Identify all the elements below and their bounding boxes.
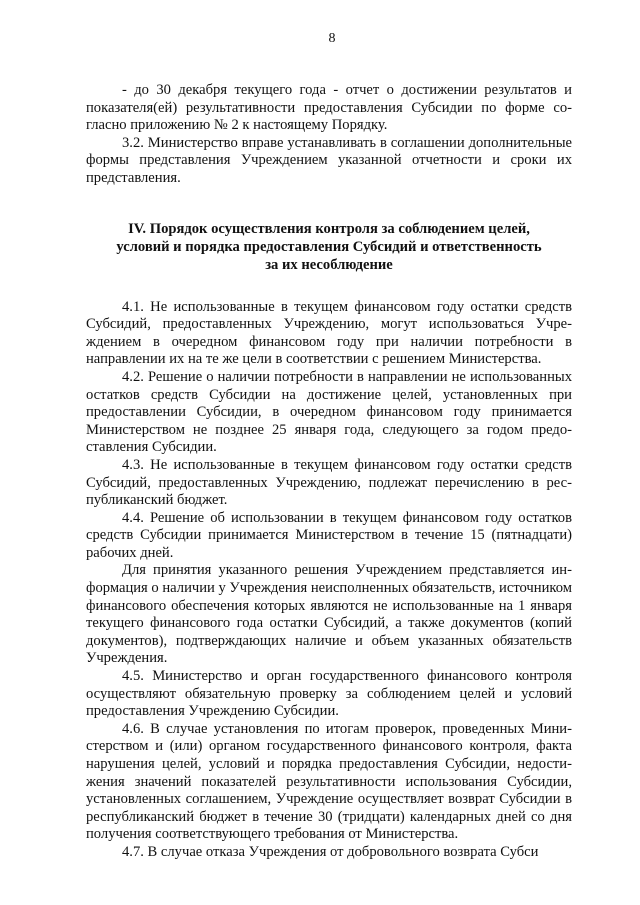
paragraph-3-2: 3.2. Министерство вправе устанавливать в соглашении дополнительные формы представления Учреждением указанной отчетности и сроки их представления. xyxy=(86,134,572,186)
paragraph-4-6: 4.6. В случае установления по итогам проверок, проведенных Министерством и (или) органом государственного финансового контроля, факта нарушения целей, условий и порядка предоставления Субсидии, недостижения значений показателей результативности использования Субсидии, установленных соглашением, Учреждение осуществляет возврат Субсидии в республиканский бюджет в течение 30 (тридцати) календарных дней со дня получения соответствующего требования от Министерства. xyxy=(86,720,572,843)
section-heading-line: за их несоблюдение xyxy=(265,256,393,273)
section-heading-line: IV. Порядок осуществления контроля за соблюдением целей, xyxy=(128,220,530,237)
paragraph-4-4: 4.4. Решение об использовании в текущем финансовом году остатков средств Субсидии принимается Министерством в течение 15 (пятнадцати) рабочих дней. xyxy=(86,509,572,561)
document-page xyxy=(86,30,572,862)
section-heading-line: условий и порядка предоставления Субсидий и ответственность xyxy=(116,238,542,255)
paragraph-4-4-documents: Для принятия указанного решения Учреждением представляется информация о наличии у Учреждения неисполненных обязательств, источником финансового обеспечения которых являются не использованные на 1 января текущего финансового года остатки Субсидий, а также документов (копий документов), подтверждающих наличие и объем указанных обязательств Учреждения. xyxy=(86,562,572,667)
paragraph-4-2: 4.2. Решение о наличии потребности в направлении не использованных остатков средств Субсидии на достижение целей, установленных при предоставлении Субсидии, в очередном финансовом году принимается Министерством не позднее 25 января года, следующего за годом предоставления Субсидии. xyxy=(86,368,572,456)
paragraph-4-5: 4.5. Министерство и орган государственного финансового контроля осуществляют обязательную проверку за соблюдением целей и условий предоставления Учреждению Субсидии. xyxy=(86,668,572,720)
section-heading xyxy=(96,220,562,274)
page-number: 8 xyxy=(328,31,336,46)
paragraph-4-7: 4.7. В случае отказа Учреждения от добровольного возврата Субси xyxy=(122,843,539,860)
paragraph-4-3: 4.3. Не использованные в текущем финансовом году остатки средств Субсидий, предоставленных Учреждению, подлежат перечислению в республиканский бюджет. xyxy=(86,456,572,509)
paragraph-report-deadline: - до 30 декабря текущего года - отчет о достижении результатов и показателя(ей) результативности предоставления Субсидии по форме согласно приложению № 2 к настоящему Порядку. xyxy=(86,82,572,134)
paragraph-4-1: 4.1. Не использованные в текущем финансовом году остатки средств Субсидий, предоставленных Учреждению, могут использоваться Учреждением в очередном финансовом году при наличии потребности в направлении их на те же цели в соответствии с решением Министерства. xyxy=(86,298,572,368)
